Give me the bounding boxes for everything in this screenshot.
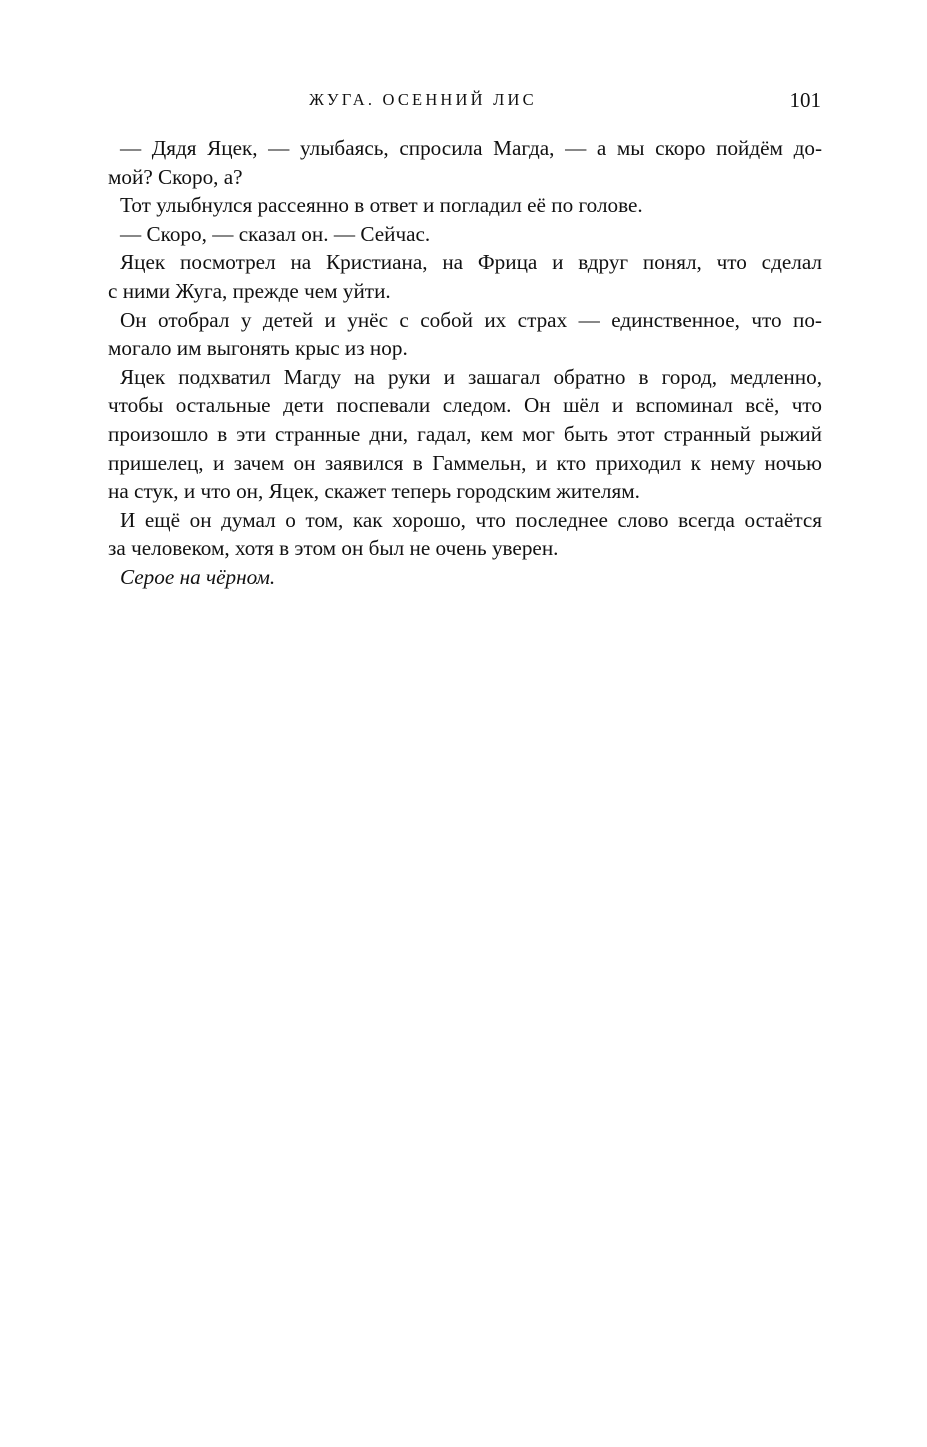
text-line: И ещё он думал о том, как хорошо, что последнее слово всегда остаётся xyxy=(120,507,822,532)
text-line: чтобы остальные дети поспевали следом. Он шёл и вспоминал всё, что xyxy=(108,393,822,418)
text-line: Яцек подхватил Магду на руки и зашагал обратно в город, медленно, xyxy=(120,364,822,389)
page-number: 101 xyxy=(789,88,821,112)
text-line: пришелец, и зачем он заявился в Гаммельн, и кто приходил к нему ночью xyxy=(108,450,822,475)
text-line: на стук, и что он, Яцек, скажет теперь городским жителям. xyxy=(108,479,640,504)
text-line: — Дядя Яцек, — улыбаясь, спросила Магда, — а мы скоро пойдём до- xyxy=(120,136,822,160)
running-head xyxy=(0,88,927,118)
text-line: за человеком, хотя в этом он был не очень уверен. xyxy=(108,536,559,561)
body-text xyxy=(108,134,822,592)
running-title: ЖУГА. ОСЕННИЙ ЛИС xyxy=(309,90,537,109)
text-line: с ними Жуга, прежде чем уйти. xyxy=(108,278,391,303)
text-line: — Скоро, — сказал он. — Сейчас. xyxy=(120,221,431,246)
text-line: Яцек посмотрел на Кристиана, на Фрица и вдруг понял, что сделал xyxy=(120,250,822,275)
text-line: произошло в эти странные дни, гадал, кем мог быть этот странный рыжий xyxy=(108,421,822,446)
text-line: мой? Скоро, а? xyxy=(108,164,243,189)
text-line: могало им выгонять крыс из нор. xyxy=(108,336,408,361)
text-line: Тот улыбнулся рассеянно в ответ и погладил её по голове. xyxy=(120,193,643,218)
closing-line: Серое на чёрном. xyxy=(120,564,276,589)
text-line: Он отобрал у детей и унёс с собой их страх — единственное, что по- xyxy=(120,307,822,332)
